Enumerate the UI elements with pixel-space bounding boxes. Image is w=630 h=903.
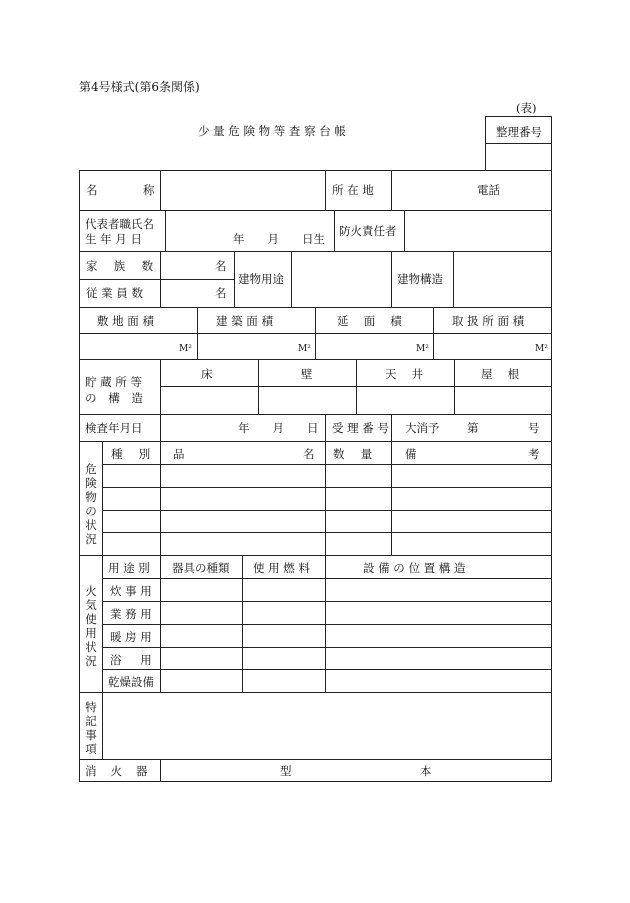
table-rule bbox=[79, 279, 234, 280]
table-rule bbox=[485, 143, 552, 144]
table-rule bbox=[102, 464, 552, 465]
table-rule bbox=[79, 210, 552, 211]
nobe-label: 延 面 積 bbox=[337, 314, 402, 328]
side-label: (表) bbox=[516, 101, 537, 115]
table-rule bbox=[551, 170, 552, 782]
table-rule bbox=[391, 414, 392, 442]
daisho-label: 大消予 bbox=[405, 421, 440, 435]
table-rule bbox=[325, 170, 326, 211]
go-label: 号 bbox=[528, 421, 540, 435]
table-rule bbox=[102, 487, 552, 488]
table-rule bbox=[454, 359, 455, 415]
area-unit-4: M² bbox=[535, 344, 548, 354]
area-unit-1: M² bbox=[179, 344, 192, 354]
table-rule bbox=[102, 532, 552, 533]
kata-label: 型 bbox=[280, 764, 292, 778]
kazoku-label: 家 族 数 bbox=[86, 259, 160, 273]
table-rule bbox=[79, 170, 80, 782]
area-unit-3: M² bbox=[416, 344, 429, 354]
shikichi-label: 敷 地 面 積 bbox=[97, 314, 154, 328]
meisho-label-2: 称 bbox=[143, 183, 155, 197]
biko-label-1: 備 bbox=[405, 447, 417, 461]
daihyo-label: 代表者職氏名 bbox=[85, 217, 154, 231]
table-rule bbox=[165, 210, 166, 252]
table-rule bbox=[102, 555, 103, 693]
boka-label: 防火責任者 bbox=[339, 224, 397, 238]
shubetsu-label: 種 別 bbox=[111, 447, 157, 461]
table-rule bbox=[102, 624, 552, 625]
table-rule bbox=[79, 555, 552, 556]
kenchiku-label: 建 築 面 積 bbox=[216, 314, 273, 328]
table-rule bbox=[79, 251, 552, 252]
table-rule bbox=[197, 307, 198, 360]
fire-item-danbo: 暖 房 用 bbox=[110, 630, 152, 644]
table-rule bbox=[79, 759, 552, 760]
table-rule bbox=[79, 441, 552, 442]
table-rule bbox=[102, 601, 552, 602]
jugyoin-label: 従 業 員 数 bbox=[86, 286, 143, 300]
table-rule bbox=[433, 307, 434, 360]
table-rule bbox=[391, 441, 392, 556]
form-number: 第4号様式(第6条関係) bbox=[79, 80, 200, 94]
hinmei-label-2: 名 bbox=[303, 447, 315, 461]
table-rule bbox=[234, 251, 235, 308]
tatemono-yoto-label: 建物用途 bbox=[238, 272, 284, 286]
chozo-label-2: の 構 造 bbox=[85, 391, 147, 405]
setsubi-label: 設 備 の 位 置 構 造 bbox=[363, 561, 466, 575]
meisho-label: 名 bbox=[86, 183, 98, 197]
fire-section-label: 火気使用状況 bbox=[85, 584, 97, 668]
table-rule bbox=[102, 441, 103, 556]
table-rule bbox=[391, 170, 392, 211]
table-rule bbox=[291, 251, 292, 308]
table-rule bbox=[160, 414, 161, 442]
table-rule bbox=[102, 669, 552, 670]
chozo-label-1: 貯 蔵 所 等 bbox=[85, 375, 142, 389]
table-rule bbox=[160, 555, 161, 693]
area-unit-2: M² bbox=[298, 344, 311, 354]
table-rule bbox=[102, 578, 552, 579]
table-rule bbox=[334, 210, 335, 252]
suryo-label: 数 量 bbox=[333, 447, 379, 461]
table-rule bbox=[404, 210, 405, 252]
tatemono-kozo-label: 建物構造 bbox=[397, 272, 443, 286]
birthday-ymd: 年 月 日生 bbox=[233, 232, 325, 246]
table-rule bbox=[79, 692, 552, 693]
tenjo-label: 天 井 bbox=[385, 367, 424, 381]
table-rule bbox=[258, 359, 259, 415]
kigu-label: 器具の種類 bbox=[172, 561, 230, 575]
shozaichi-label: 所 在 地 bbox=[332, 183, 374, 197]
denwa-label: 電話 bbox=[477, 183, 500, 197]
table-rule bbox=[160, 170, 161, 211]
table-rule bbox=[102, 510, 552, 511]
table-rule bbox=[79, 170, 552, 171]
hinmei-label-1: 品 bbox=[173, 447, 185, 461]
table-rule bbox=[79, 781, 552, 782]
table-rule bbox=[325, 555, 326, 693]
shokaki-label: 消 火 器 bbox=[85, 764, 153, 778]
notes-label: 特記事項 bbox=[85, 700, 97, 756]
table-rule bbox=[356, 359, 357, 415]
jugyoin-unit: 名 bbox=[215, 286, 227, 300]
table-rule bbox=[160, 251, 161, 308]
table-rule bbox=[160, 759, 161, 782]
table-rule bbox=[79, 414, 552, 415]
table-rule bbox=[325, 441, 326, 556]
fire-item-suiji: 炊 事 用 bbox=[110, 584, 152, 598]
table-rule bbox=[391, 251, 392, 308]
table-rule bbox=[160, 359, 161, 415]
table-rule bbox=[325, 414, 326, 442]
danger-section-label: 危険物の状況 bbox=[85, 462, 97, 546]
fire-item-kanso: 乾燥設備 bbox=[108, 675, 154, 689]
form-title: 少 量 危 険 物 等 査 察 台 帳 bbox=[198, 124, 346, 138]
table-rule bbox=[160, 441, 161, 556]
hon-label: 本 bbox=[420, 764, 432, 778]
kensa-label: 検査年月日 bbox=[85, 421, 143, 435]
birthday-label: 生 年 月 日 bbox=[85, 232, 142, 246]
seiri-bango-label: 整理番号 bbox=[496, 125, 542, 139]
yuka-label: 床 bbox=[201, 367, 213, 381]
table-rule bbox=[242, 555, 243, 693]
fire-item-gyomu: 業 務 用 bbox=[110, 607, 152, 621]
yane-label: 屋 根 bbox=[481, 367, 520, 381]
fire-item-yoku: 浴 用 bbox=[110, 653, 152, 667]
table-rule bbox=[315, 307, 316, 360]
juri-label: 受 理 番 号 bbox=[332, 421, 389, 435]
table-rule bbox=[102, 692, 103, 760]
kabe-label: 壁 bbox=[301, 367, 313, 381]
biko-label-2: 考 bbox=[528, 447, 540, 461]
table-rule bbox=[453, 251, 454, 308]
dai-label: 第 bbox=[467, 421, 479, 435]
yoto-betsu-label: 用 途 別 bbox=[108, 561, 150, 575]
table-rule bbox=[102, 647, 552, 648]
table-rule bbox=[485, 116, 552, 117]
kazoku-unit: 名 bbox=[215, 259, 227, 273]
toriatsukai-label: 取 扱 所 面 積 bbox=[452, 314, 525, 328]
kensa-ymd: 年 月 日 bbox=[238, 421, 319, 435]
nenryo-label: 使 用 燃 料 bbox=[253, 561, 310, 575]
